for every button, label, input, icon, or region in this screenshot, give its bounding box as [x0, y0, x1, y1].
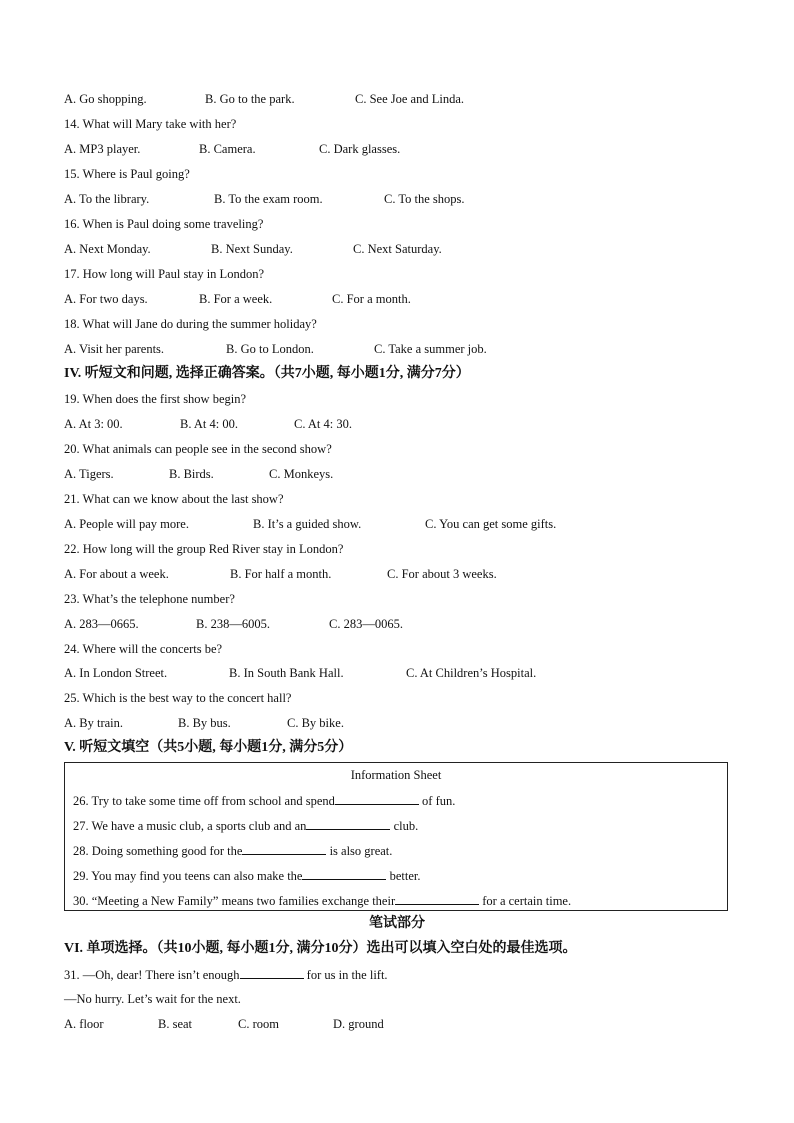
q23-option-c: C. 283—0065. — [329, 617, 403, 631]
fill-blank-30[interactable] — [395, 892, 479, 905]
q31-option-c: C. room — [238, 1017, 279, 1031]
fill-item-26 — [73, 792, 455, 809]
q20-option-c: C. Monkeys. — [269, 467, 334, 481]
fill-blank-28[interactable] — [242, 842, 326, 855]
q16-option-c: C. Next Saturday. — [353, 242, 442, 256]
q19-question: 19. When does the first show begin? — [64, 392, 247, 406]
q31-line-1 — [64, 966, 388, 983]
fill-item-27 — [73, 817, 418, 834]
q20-option-a: A. Tigers. — [64, 467, 114, 481]
q22-question: 22. How long will the group Red River stay in London? — [64, 542, 344, 556]
q21-option-b: B. It’s a guided show. — [253, 517, 362, 531]
q25-question: 25. Which is the best way to the concert hall? — [64, 691, 292, 705]
q24-option-c: C. At Children’s Hospital. — [406, 666, 537, 680]
q16-option-a: A. Next Monday. — [64, 242, 151, 256]
q22-option-c: C. For about 3 weeks. — [387, 567, 497, 581]
q18-option-a: A. Visit her parents. — [64, 342, 165, 356]
q13-option-b: B. Go to the park. — [205, 92, 295, 106]
q14-option-b: B. Camera. — [199, 142, 256, 156]
q20-option-b: B. Birds. — [169, 467, 214, 481]
q24-question: 24. Where will the concerts be? — [64, 642, 223, 656]
q14-question: 14. What will Mary take with her? — [64, 117, 237, 131]
q31-text-after: for us in the lift. — [303, 968, 388, 982]
q23-option-b: B. 238—6005. — [196, 617, 270, 631]
q21-option-a: A. People will pay more. — [64, 517, 189, 531]
information-sheet-box — [64, 762, 728, 911]
q15-option-b: B. To the exam room. — [214, 192, 323, 206]
q19-option-b: B. At 4: 00. — [180, 417, 238, 431]
q25-option-b: B. By bus. — [178, 716, 231, 730]
q16-question: 16. When is Paul doing some traveling? — [64, 217, 264, 231]
fill-item-29 — [73, 867, 421, 884]
q22-option-b: B. For half a month. — [230, 567, 332, 581]
q31-option-b: B. seat — [158, 1017, 193, 1031]
q14-option-a: A. MP3 player. — [64, 142, 141, 156]
section-4-heading: IV. 听短文和问题, 选择正确答案。（共7小题, 每小题1分, 满分7分） — [64, 366, 470, 381]
q15-question: 15. Where is Paul going? — [64, 167, 190, 181]
fill-item-30 — [73, 892, 571, 909]
q31-option-a: A. floor — [64, 1017, 104, 1031]
section-6-heading: VI. 单项选择。（共10小题, 每小题1分, 满分10分）选出可以填入空白处的最佳选项。 — [64, 941, 577, 956]
q13-option-a: A. Go shopping. — [64, 92, 147, 106]
q17-question: 17. How long will Paul stay in London? — [64, 267, 264, 281]
q15-option-a: A. To the library. — [64, 192, 150, 206]
section-5-heading: V. 听短文填空（共5小题, 每小题1分, 满分5分） — [64, 740, 353, 755]
information-sheet-title: Information Sheet — [350, 768, 442, 782]
q20-question: 20. What animals can people see in the second show? — [64, 442, 332, 456]
q25-option-a: A. By train. — [64, 716, 124, 730]
q31-text-before: 31. —Oh, dear! There isn’t enough — [64, 968, 240, 982]
q15-option-c: C. To the shops. — [384, 192, 465, 206]
fill-item-30-text: 30. “Meeting a New Family” means two families exchange their — [73, 894, 396, 908]
fill-item-28-text: 28. Doing something good for the — [73, 844, 243, 858]
q18-option-c: C. Take a summer job. — [374, 342, 487, 356]
q17-option-b: B. For a week. — [199, 292, 273, 306]
q16-option-b: B. Next Sunday. — [211, 242, 293, 256]
q31-line-2: —No hurry. Let’s wait for the next. — [64, 992, 241, 1006]
q18-option-b: B. Go to London. — [226, 342, 314, 356]
fill-blank-29[interactable] — [302, 867, 386, 880]
q18-question: 18. What will Jane do during the summer holiday? — [64, 317, 317, 331]
q24-option-b: B. In South Bank Hall. — [229, 666, 344, 680]
q31-option-d: D. ground — [333, 1017, 384, 1031]
q31-blank[interactable] — [240, 966, 304, 979]
fill-item-28-after: is also great. — [326, 844, 393, 858]
q23-option-a: A. 283—0665. — [64, 617, 139, 631]
q19-option-c: C. At 4: 30. — [294, 417, 352, 431]
fill-item-30-after: for a certain time. — [479, 894, 572, 908]
q17-option-c: C. For a month. — [332, 292, 411, 306]
written-part-title: 笔试部分 — [369, 916, 425, 931]
fill-item-27-after: club. — [390, 819, 419, 833]
fill-item-27-text: 27. We have a music club, a sports club and an — [73, 819, 307, 833]
fill-item-26-after: of fun. — [418, 794, 456, 808]
q19-option-a: A. At 3: 00. — [64, 417, 123, 431]
q23-question: 23. What’s the telephone number? — [64, 592, 235, 606]
fill-blank-27[interactable] — [306, 817, 390, 830]
q17-option-a: A. For two days. — [64, 292, 148, 306]
fill-item-28 — [73, 842, 392, 859]
q14-option-c: C. Dark glasses. — [319, 142, 401, 156]
q21-option-c: C. You can get some gifts. — [425, 517, 557, 531]
q22-option-a: A. For about a week. — [64, 567, 169, 581]
q13-option-c: C. See Joe and Linda. — [355, 92, 465, 106]
fill-item-29-text: 29. You may find you teens can also make the — [73, 869, 303, 883]
q25-option-c: C. By bike. — [287, 716, 344, 730]
fill-item-29-after: better. — [386, 869, 421, 883]
fill-item-26-text: 26. Try to take some time off from school and spend — [73, 794, 335, 808]
q21-question: 21. What can we know about the last show? — [64, 492, 284, 506]
fill-blank-26[interactable] — [335, 792, 419, 805]
q24-option-a: A. In London Street. — [64, 666, 168, 680]
